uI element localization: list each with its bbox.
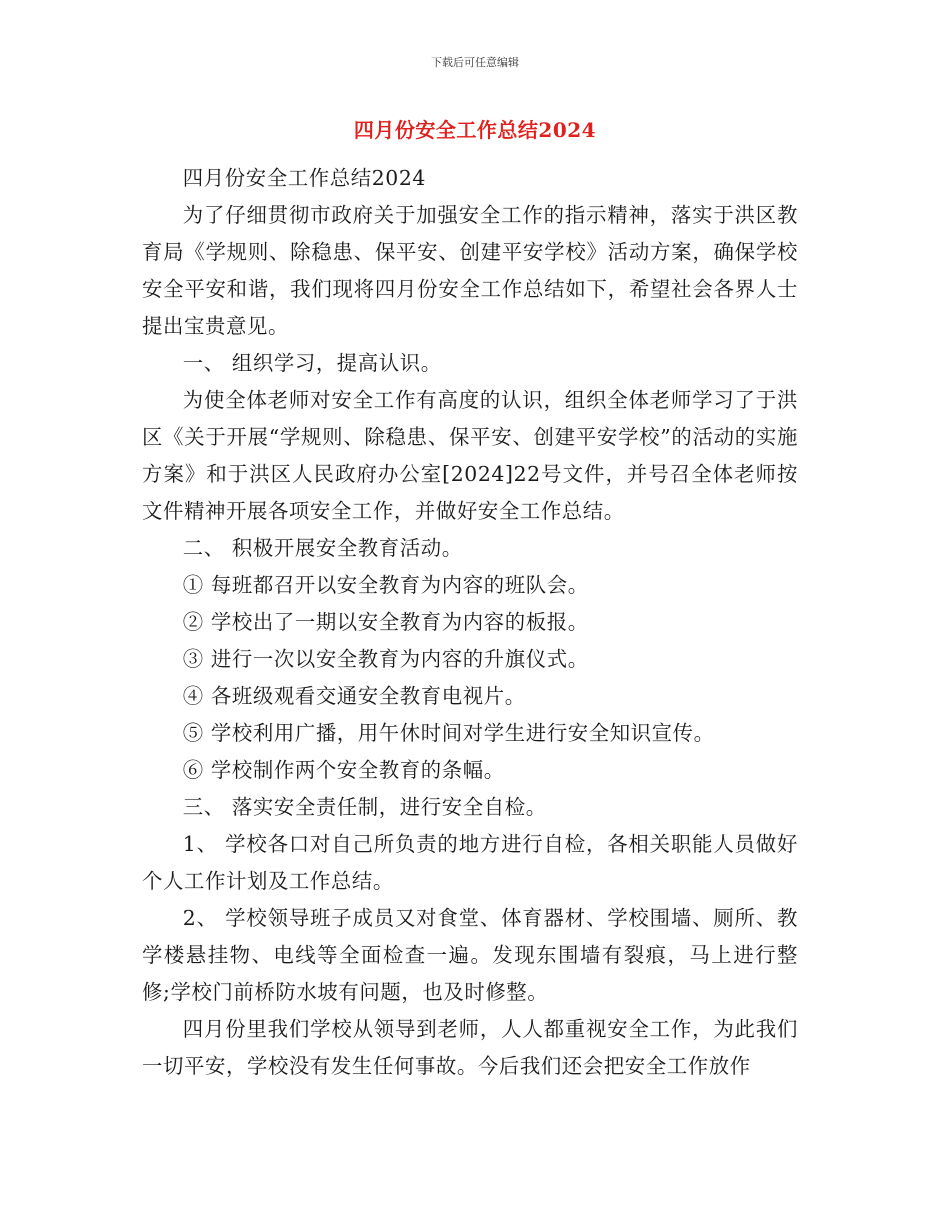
list-item: ⑥ 学校制作两个安全教育的条幅。 (182, 758, 505, 782)
list-item: ④ 各班级观看交通安全教育电视片。 (182, 684, 526, 708)
document-title: 四月份安全工作总结2024 (353, 118, 597, 142)
paragraph-section-1: 为使全体老师对安全工作有高度的认识，组织全体老师学习了于洪区《关于开展“学规则、除稳患、保平安、创建平安学校”的活动的实施方案》和于洪区人民政府办公室[2024]22号文件，并号召全体老师按文件精神开展各项安全工作，并做好安全工作总结。 (142, 388, 798, 523)
paragraph-item-1: 1、 学校各口对自己所负责的地方进行自检，各相关职能人员做好个人工作计划及工作总结。 (142, 832, 798, 893)
document-body (142, 160, 798, 1085)
header-note: 下载后可任意编辑 (431, 56, 519, 69)
section-heading-3: 三、 落实安全责任制，进行安全自检。 (182, 795, 547, 819)
paragraph-item-2: 2、 学校领导班子成员又对食堂、体育器材、学校围墙、厕所、教学楼悬挂物、电线等全面检查一遍。发现东围墙有裂痕，马上进行整修;学校门前桥防水坡有问题，也及时修整。 (142, 906, 798, 1004)
list-item: ① 每班都召开以安全教育为内容的班队会。 (182, 573, 589, 597)
list-item: ③ 进行一次以安全教育为内容的升旗仪式。 (182, 647, 589, 671)
list-item: ② 学校出了一期以安全教育为内容的板报。 (182, 610, 589, 634)
paragraph-conclusion: 四月份里我们学校从领导到老师，人人都重视安全工作，为此我们一切平安，学校没有发生任何事故。今后我们还会把安全工作放作 (142, 1017, 798, 1078)
list-item: ⑤ 学校利用广播，用午休时间对学生进行安全知识宣传。 (182, 721, 715, 745)
paragraph-subtitle: 四月份安全工作总结2024 (182, 166, 427, 190)
section-heading-1: 一、 组织学习，提高认识。 (182, 351, 442, 375)
section-heading-2: 二、 积极开展安全教育活动。 (182, 536, 463, 560)
paragraph-intro: 为了仔细贯彻市政府关于加强安全工作的指示精神，落实于洪区教育局《学规则、除稳患、保平安、创建平安学校》活动方案，确保学校安全平安和谐，我们现将四月份安全工作总结如下，希望社会各界人士提出宝贵意见。 (142, 203, 798, 338)
